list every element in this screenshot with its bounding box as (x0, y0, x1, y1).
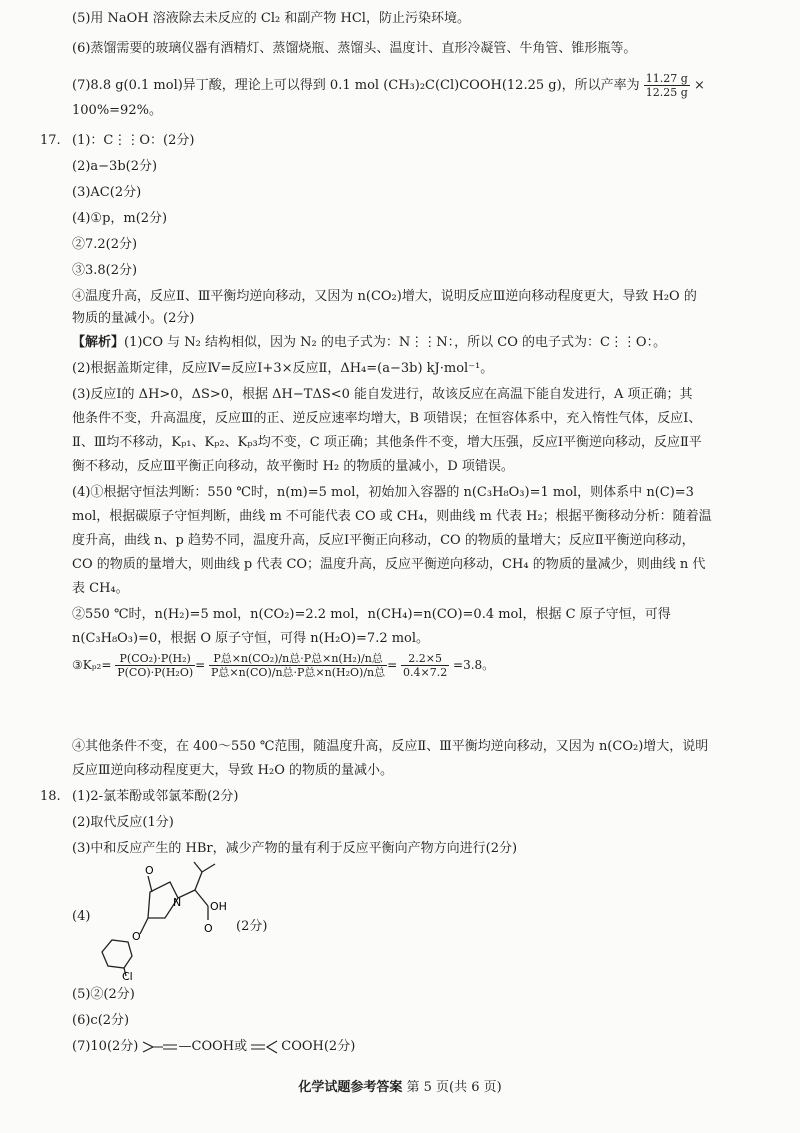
carbonyl-bond (148, 876, 152, 892)
q18-answer4-score: (2分) (236, 919, 268, 934)
kp2-f3-num: 2.2×5 (401, 652, 449, 666)
atom-o-acid: O (204, 922, 213, 935)
kp2-equation: ③Kₚ₂= $\frac{\text{P(CO₂)·P(H₂)}}{\text{P(CO)·P(H₂O)}}$ = $\frac{\text{P总×n(CO₂)/n总·P总×n(H₂)/n总}}{\text{P总×n(CO)/n总·P总×n(H₂O)/n总}}$ = $\frac{2.2\times 5}{0.4\times 7.2}$ =3.8。 (72, 652, 495, 679)
alkene-structure-1 (143, 1040, 179, 1054)
q16-line5: (5)用 NaOH 溶液除去未反应的 Cl₂ 和副产物 HCl，防止污染环境。 (72, 11, 470, 26)
q18-answer6: (6)c(2分) (72, 1013, 130, 1028)
atom-oh: OH (210, 900, 227, 913)
q16-line6: (6)蒸馏需要的玻璃仪器有酒精灯、蒸馏烧瓶、蒸馏头、温度计、直形冷凝管、牛角管、锥形瓶等。 (72, 41, 637, 56)
q18-answer4-label: (4) (72, 909, 91, 924)
q17-analysis-5a: ②550 ℃时，n(H₂)=5 mol，n(CO₂)=2.2 mol，n(CH₄)=n(CO)=0.4 mol，根据 C 原子守恒，可得 (72, 607, 671, 622)
q17-analysis-3b: 他条件不变，升高温度，反应Ⅲ的正、逆反应速率均增大，B 项错误；在恒容体系中，充入惰性气体，反应Ⅰ、 (72, 411, 702, 426)
kp2-result: =3.8。 (453, 658, 495, 672)
q17-number: 17. (40, 133, 61, 148)
q18-number: 18. (40, 789, 61, 804)
q18-answer7 (72, 1038, 355, 1056)
atom-o-carbonyl: O (145, 864, 154, 877)
q18-answer7-lead: (7)10(2分) (72, 1039, 139, 1054)
q17-analysis-4e: 表 CH₄。 (72, 581, 129, 596)
kp2-f1-num: P(CO₂)·P(H₂) (115, 652, 195, 666)
q17-analysis-3d: 衡不移动，反应Ⅲ平衡正向移动，故平衡时 H₂ 的物质的量减小，D 项错误。 (72, 459, 514, 474)
q18-answer1: (1)2-氯苯酚或邻氯苯酚(2分) (72, 789, 239, 804)
kp2-lead: ③Kₚ₂= (72, 658, 112, 672)
isobutyl-1 (194, 862, 202, 872)
kp2-f1-den: P(CO)·P(H₂O) (117, 666, 194, 679)
q17-answer4: (4)①p，m(2分) (72, 211, 168, 226)
analysis-1-text: (1)CO 与 N₂ 结构相似，因为 N₂ 的电子式为：N⋮⋮N：，所以 CO 的电子式为：C⋮⋮O：。 (124, 335, 667, 350)
q17-answer4c: ③3.8(2分) (72, 263, 138, 278)
q17-analysis-3a: (3)反应Ⅰ的 ΔH>0，ΔS>0，根据 ΔH−TΔS<0 能自发进行，故该反应在高温下能自发进行，A 项正确；其 (72, 387, 693, 402)
times-sign: × (693, 78, 705, 93)
q16-line7b: 100%=92%。 (72, 103, 162, 118)
footer-page: 第 5 页(共 6 页) (406, 1080, 502, 1095)
kp2-f2-den: P总×n(CO)/n总·P总×n(H₂O)/n总 (211, 666, 386, 679)
kp2-f2-num: P总×n(CO₂)/n总·P总×n(H₂)/n总 (209, 652, 387, 666)
atom-n: N (173, 896, 182, 909)
q17-analysis-6a: ④其他条件不变，在 400～550 ℃范围，随温度升高，反应Ⅱ、Ⅲ平衡均逆向移动，又因为 n(CO₂)增大，说明 (72, 739, 709, 754)
q18-answer7-s1: —COOH或 (178, 1039, 248, 1054)
page-footer (0, 1076, 800, 1095)
yield-denominator: 12.25 g (645, 86, 688, 99)
q18-answer7-s2: COOH(2分) (281, 1039, 356, 1054)
q17-analysis-4b: mol，根据碳原子守恒判断，曲线 m 不可能代表 CO 或 CH₄，则曲线 m 代表 H₂；根据平衡移动分析：随着温 (72, 509, 712, 524)
q17-answer2: (2)a−3b(2分) (72, 159, 158, 174)
atom-o-ether: O (132, 930, 141, 943)
analysis-label: 【解析】 (72, 335, 125, 350)
q17-analysis-5b: n(C₃H₈O₃)=0，根据 O 原子守恒，可得 n(H₂O)=7.2 mol。 (72, 631, 430, 646)
q17-analysis-3c: Ⅱ、Ⅲ均不移动，Kₚ₁、Kₚ₂、Kₚ₃均不变，C 项正确；其他条件不变，增大压强，反应Ⅰ平衡逆向移动，反应Ⅱ平 (72, 435, 702, 450)
ether-bond (140, 918, 148, 934)
acid-bond (195, 890, 208, 906)
q17-answer3: (3)AC(2分) (72, 185, 142, 200)
q17-answer4d-1: ④温度升高，反应Ⅱ、Ⅲ平衡均逆向移动，又因为 n(CO₂)增大，说明反应Ⅲ逆向移动程度更大，导致 H₂O 的 (72, 289, 697, 304)
q18-answer5: (5)②(2分) (72, 987, 135, 1002)
q17-analysis-4d: CO 的物质的量增大，则曲线 p 代表 CO；温度升高，反应平衡逆向移动，CH₄ 的物质的量减少，则曲线 n 代 (72, 557, 706, 572)
structure-bonds (102, 862, 215, 976)
kp2-fraction-2 (209, 652, 387, 679)
isobutyl-2 (202, 864, 215, 872)
q17-answer4b: ②7.2(2分) (72, 237, 138, 252)
yield-fraction (644, 72, 690, 99)
q17-analysis-4a: (4)①根据守恒法判断：550 ℃时，n(m)=5 mol，初始加入容器的 n(C₃H₈O₃)=1 mol，则体系中 n(C)=3 (72, 485, 694, 500)
kp2-f3-den: 0.4×7.2 (403, 666, 448, 679)
q16-line7-text: (7)8.8 g(0.1 mol)异丁酸，理论上可以得到 0.1 mol (CH₃)₂C(Cl)COOH(12.25 g)，所以产率为 (72, 78, 640, 93)
side-chain (195, 872, 202, 890)
q17-analysis-6b: 反应Ⅲ逆向移动程度更大，导致 H₂O 的物质的量减小。 (72, 763, 394, 778)
q16-line7 (72, 72, 705, 99)
q17-answer4d-2: 物质的量减小。(2分) (72, 311, 195, 326)
q18-answer2: (2)取代反应(1分) (72, 815, 174, 830)
atom-cl: Cl (122, 970, 133, 980)
q17-analysis-4c: 度升高，曲线 n、p 趋势不同，温度升高，反应Ⅰ平衡正向移动，CO 的物质的量增大；反应Ⅱ平衡逆向移动， (72, 533, 695, 548)
q17-analysis-2: (2)根据盖斯定律，反应Ⅳ=反应Ⅰ+3×反应Ⅱ，ΔH₄=(a−3b) kJ·mol⁻¹。 (72, 361, 494, 376)
kp2-fraction-1 (115, 652, 195, 679)
yield-numerator: 11.27 g (645, 72, 688, 85)
q17-answer1: (1)：C⋮⋮O：(2分) (72, 133, 195, 148)
kp2-fraction-3 (401, 652, 449, 679)
alkene-structure-2 (251, 1040, 281, 1054)
q17-analysis-1 (72, 334, 666, 352)
footer-title: 化学试题参考答案 (298, 1080, 403, 1095)
q18-answer3: (3)中和反应产生的 HBr，减少产物的量有利于反应平衡向产物方向进行(2分) (72, 841, 518, 856)
benzene-ring (102, 940, 132, 968)
